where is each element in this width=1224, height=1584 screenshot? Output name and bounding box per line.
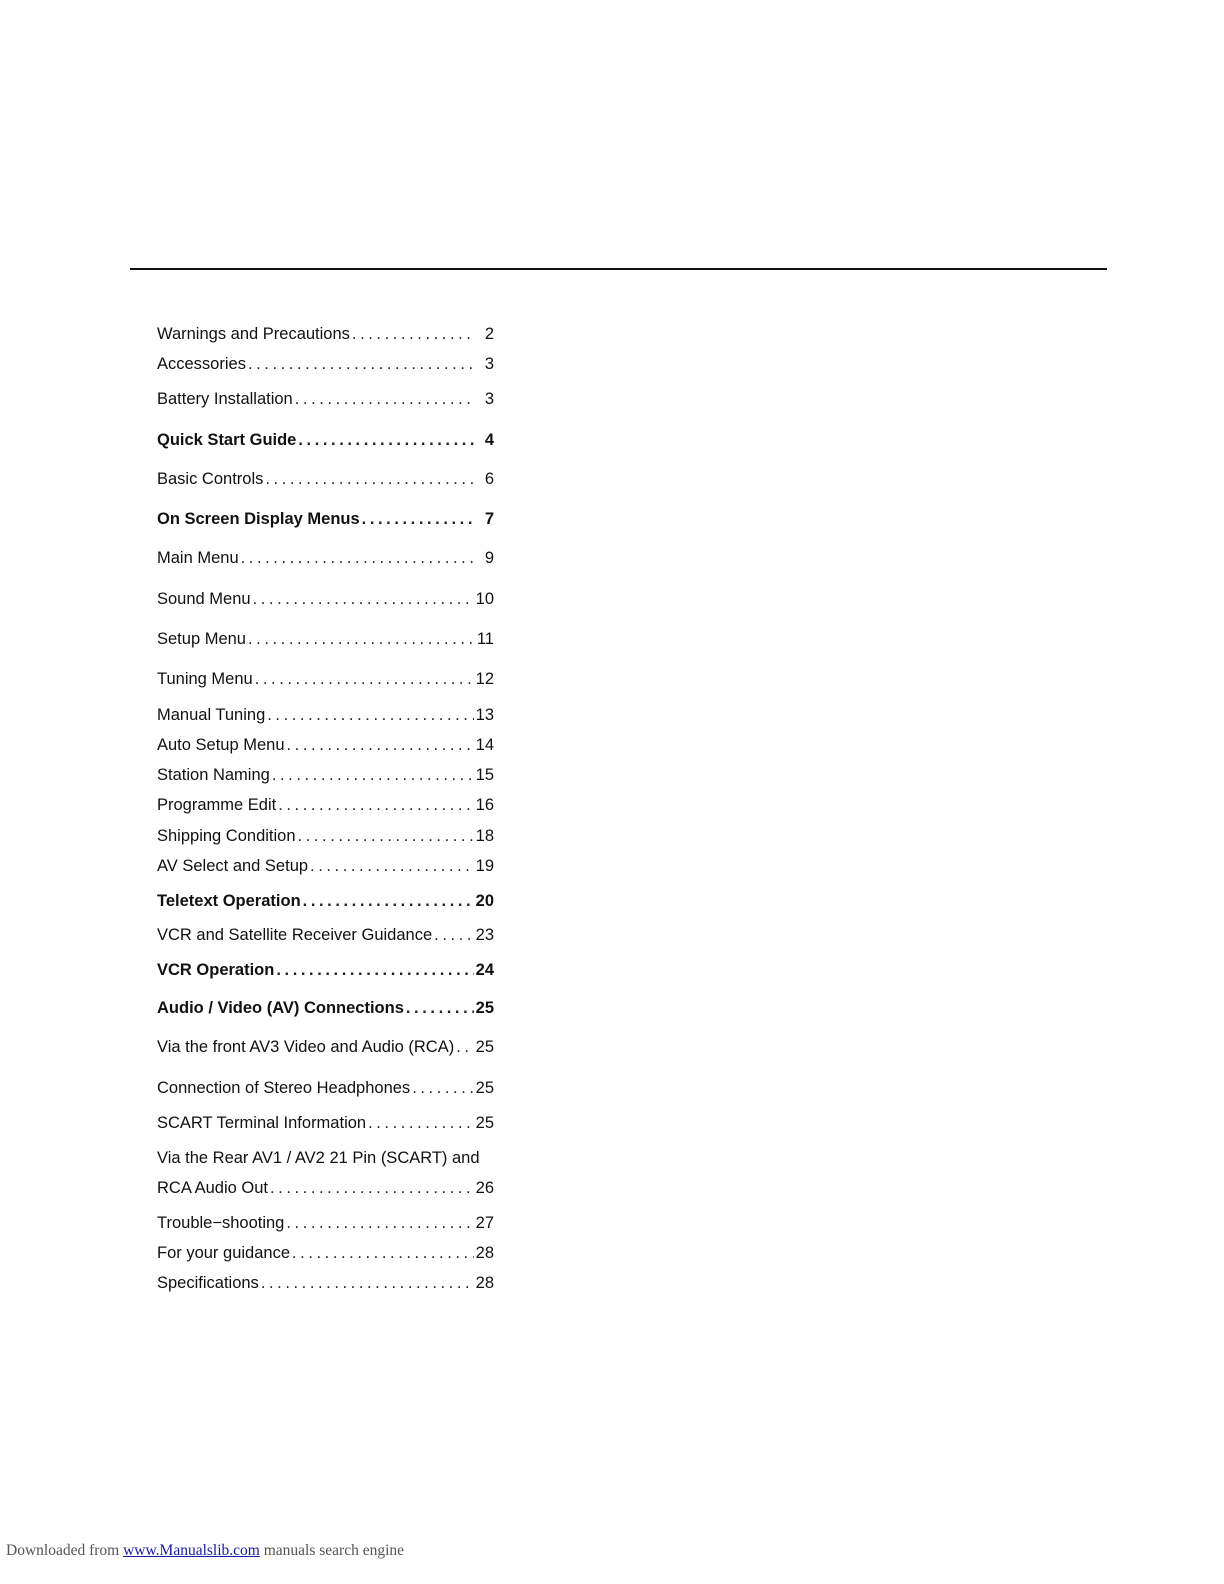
leader-dots <box>286 1212 473 1234</box>
toc-entry-page: 6 <box>484 470 494 488</box>
toc-entry-scart-terminal-info[interactable] <box>157 1112 494 1134</box>
toc-entry-label: Specifications <box>157 1274 259 1292</box>
toc-entry-page: 23 <box>475 926 494 944</box>
toc-entry-label: On Screen Display Menus <box>157 510 360 528</box>
toc-entry-warnings[interactable] <box>157 323 494 345</box>
toc-entry-teletext-operation[interactable] <box>157 890 494 912</box>
toc-entry-manual-tuning[interactable] <box>157 704 494 726</box>
toc-entry-page: 18 <box>475 827 494 845</box>
toc-entry-page: 19 <box>475 857 494 875</box>
leader-dots <box>248 628 474 650</box>
leader-dots <box>292 1242 474 1264</box>
leader-dots <box>255 668 474 690</box>
toc-entry-label: Sound Menu <box>157 590 251 608</box>
toc-entry-av-connections[interactable] <box>157 997 494 1019</box>
leader-dots <box>276 959 473 981</box>
toc-entry-label: Main Menu <box>157 549 239 567</box>
toc-entry-auto-setup-menu[interactable] <box>157 734 494 756</box>
toc-entry-setup-menu[interactable] <box>157 628 494 650</box>
toc-entry-av-select-setup[interactable] <box>157 855 494 877</box>
toc-entry-shipping-condition[interactable] <box>157 825 494 847</box>
toc-entry-station-naming[interactable] <box>157 764 494 786</box>
leader-dots <box>298 825 474 847</box>
leader-dots <box>267 704 473 726</box>
toc-entry-label: SCART Terminal Information <box>157 1114 367 1132</box>
toc-entry-label: VCR Operation <box>157 961 275 979</box>
toc-entry-label: Audio / Video (AV) Connections <box>157 999 404 1017</box>
toc-entry-page: 3 <box>484 390 494 408</box>
leader-dots <box>278 794 473 816</box>
toc-entry-page: 14 <box>475 736 494 754</box>
toc-entry-page: 28 <box>475 1244 494 1262</box>
toc-entry-stereo-headphones[interactable] <box>157 1077 494 1099</box>
toc-entry-label: Connection of Stereo Headphones <box>157 1079 411 1097</box>
header-rule <box>130 268 1107 270</box>
toc-entry-battery-installation[interactable] <box>157 388 494 410</box>
toc-entry-rca-audio-out[interactable] <box>157 1177 494 1199</box>
footer-suffix: manuals search engine <box>263 1542 405 1559</box>
toc-entry-vcr-operation[interactable] <box>157 959 494 981</box>
toc-entry-label: Accessories <box>157 355 246 373</box>
manualslib-link[interactable]: www.Manualslib.com <box>123 1542 260 1559</box>
toc-entry-label: Battery Installation <box>157 390 293 408</box>
toc-entry-page: 28 <box>475 1274 494 1292</box>
toc-entry-label: Tuning Menu <box>157 670 253 688</box>
download-footer <box>6 1542 404 1560</box>
toc-entry-label: For your guidance <box>157 1244 290 1262</box>
leader-dots <box>287 734 474 756</box>
toc-entry-page: 3 <box>484 355 494 373</box>
toc-entry-page: 4 <box>484 431 494 449</box>
toc-entry-page: 10 <box>475 590 494 608</box>
toc-entry-page: 25 <box>475 1079 494 1097</box>
leader-dots <box>265 468 474 490</box>
toc-entry-page: 25 <box>475 1038 494 1056</box>
toc-entry-page: 27 <box>475 1214 494 1232</box>
leader-dots <box>412 1077 473 1099</box>
toc-entry-label: Setup Menu <box>157 630 246 648</box>
toc-entry-page: 20 <box>475 892 494 910</box>
toc-entry-main-menu[interactable] <box>157 547 494 569</box>
toc-entry-label: Teletext Operation <box>157 892 301 910</box>
leader-dots <box>298 429 474 451</box>
toc-entry-label: AV Select and Setup <box>157 857 309 875</box>
toc-entry-page: 25 <box>475 1114 494 1132</box>
leader-dots <box>241 547 474 569</box>
leader-dots <box>261 1272 474 1294</box>
toc-entry-front-av3[interactable] <box>157 1036 494 1058</box>
leader-dots <box>248 353 474 375</box>
toc-entry-trouble-shooting[interactable] <box>157 1212 494 1234</box>
leader-dots <box>368 1112 474 1134</box>
toc-entry-label: Basic Controls <box>157 470 264 488</box>
toc-entry-label: Programme Edit <box>157 796 277 814</box>
toc-entry-page: 15 <box>475 766 494 784</box>
leader-dots <box>303 890 474 912</box>
toc-entry-page: 24 <box>475 961 494 979</box>
toc-entry-page: 9 <box>484 549 494 567</box>
leader-dots <box>434 924 473 946</box>
toc-entry-label: Station Naming <box>157 766 270 784</box>
toc-entry-sound-menu[interactable] <box>157 588 494 610</box>
toc-entry-label: Via the front AV3 Video and Audio (RCA) <box>157 1038 455 1056</box>
toc-entry-tuning-menu[interactable] <box>157 668 494 690</box>
toc-entry-label: Auto Setup Menu <box>157 736 285 754</box>
toc-entry-page: 16 <box>475 796 494 814</box>
toc-entry-page: 25 <box>475 999 494 1017</box>
toc-entry-quick-start-guide[interactable] <box>157 429 494 451</box>
toc-entry-accessories[interactable] <box>157 353 494 375</box>
toc-entry-label: Shipping Condition <box>157 827 296 845</box>
toc-entry-osd-menus[interactable] <box>157 508 494 530</box>
toc-entry-programme-edit[interactable] <box>157 794 494 816</box>
toc-entry-rear-av1-av2-line1[interactable] <box>157 1147 494 1169</box>
toc-entry-specifications[interactable] <box>157 1272 494 1294</box>
toc-entry-page: 7 <box>484 510 494 528</box>
toc-entry-label: Via the Rear AV1 / AV2 21 Pin (SCART) and <box>157 1149 480 1167</box>
toc-entry-label: Manual Tuning <box>157 706 266 724</box>
leader-dots <box>352 323 474 345</box>
toc-entry-basic-controls[interactable] <box>157 468 494 490</box>
leader-dots <box>272 764 474 786</box>
toc-entry-for-your-guidance[interactable] <box>157 1242 494 1264</box>
toc-entry-page: 13 <box>475 706 494 724</box>
toc-entry-page: 11 <box>476 630 494 648</box>
toc-entry-label: VCR and Satellite Receiver Guidance <box>157 926 433 944</box>
toc-entry-page: 26 <box>475 1179 494 1197</box>
leader-dots <box>295 388 474 410</box>
toc-entry-vcr-satellite-guidance[interactable] <box>157 924 494 946</box>
leader-dots <box>406 997 474 1019</box>
toc-entry-label: Warnings and Precautions <box>157 325 350 343</box>
toc-entry-label: Trouble−shooting <box>157 1214 285 1232</box>
leader-dots <box>253 588 474 610</box>
leader-dots <box>270 1177 474 1199</box>
toc-entry-page: 2 <box>484 325 494 343</box>
toc-entry-label: Quick Start Guide <box>157 431 297 449</box>
toc-entry-label: RCA Audio Out <box>157 1179 268 1197</box>
leader-dots <box>362 508 474 530</box>
leader-dots <box>310 855 474 877</box>
leader-dots <box>456 1036 473 1058</box>
toc-entry-page: 12 <box>475 670 494 688</box>
footer-prefix: Downloaded from <box>6 1542 120 1559</box>
